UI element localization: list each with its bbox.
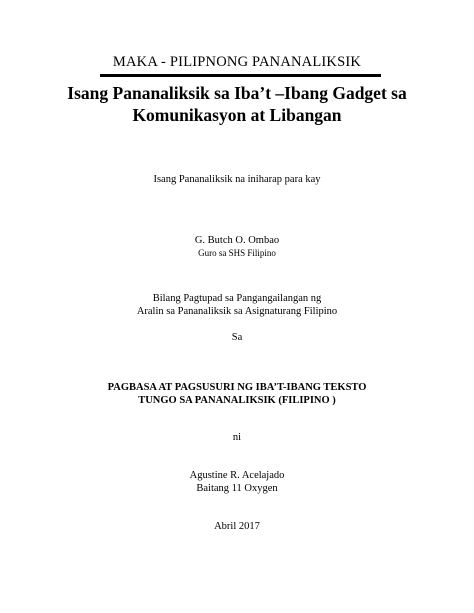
document-date: Abril 2017 [214, 521, 260, 532]
sa-text: Sa [231, 332, 243, 343]
title-line-2: Komunikasyon at Libangan [132, 105, 342, 125]
header-underline [100, 74, 381, 77]
author-name: Agustine R. Acelajado [189, 470, 285, 481]
requirement-line-1: Bilang Pagtupad sa Pangangailangan ng [152, 293, 322, 304]
title-line-1: Isang Pananaliksik sa Iba’t –Ibang Gadget sa [67, 83, 407, 103]
teacher-role: Guro sa SHS Filipino [198, 248, 276, 258]
teacher-name: G. Butch O. Ombao [194, 235, 280, 246]
document-header: MAKA - PILIPNONG PANANALIKSIK [112, 54, 362, 70]
intro-text: Isang Pananaliksik na iniharap para kay [153, 174, 321, 185]
subject-line-1: PAGBASA AT PAGSUSURI NG IBA’T-IBANG TEKSTO [107, 382, 367, 393]
subject-line-2: TUNGO SA PANANALIKSIK (FILIPINO ) [138, 395, 336, 406]
requirement-line-2: Aralin sa Pananaliksik sa Asignaturang Filipino [136, 306, 338, 317]
author-section: Baitang 11 Oxygen [196, 483, 278, 494]
ni-text: ni [232, 432, 242, 443]
